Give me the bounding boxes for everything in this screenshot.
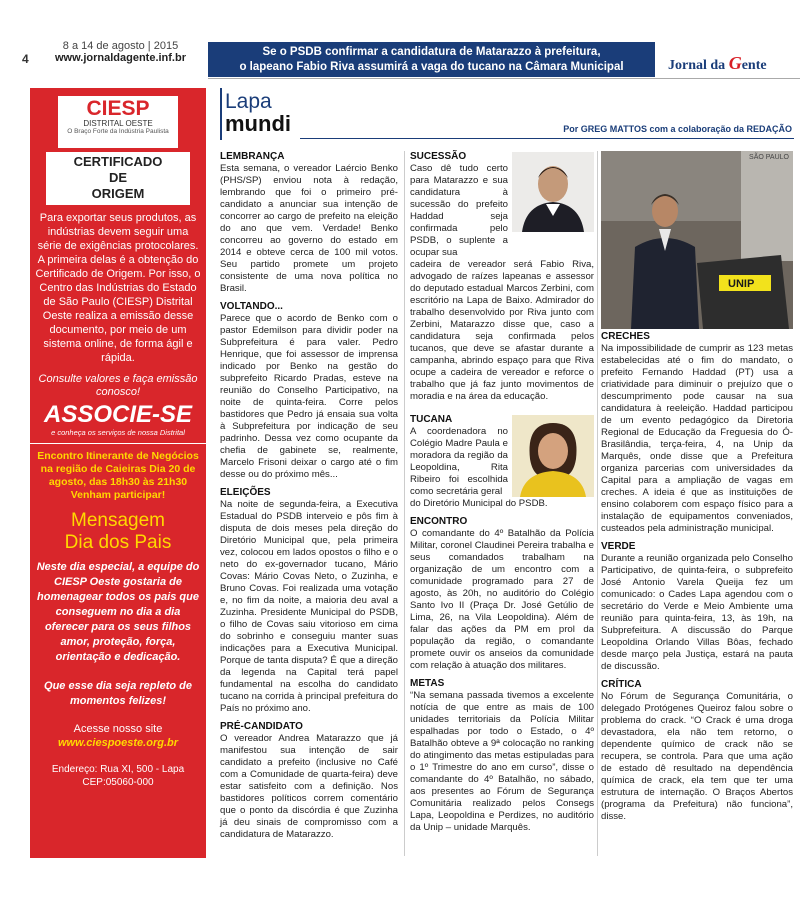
headline-line-2: o lapeano Fabio Riva assumirá a vaga do tucano na Câmara Municipal (239, 61, 624, 73)
ciesp-logo-sub: DISTRITAL OESTE (83, 119, 153, 128)
text-creches: Na impossibilidade de cumprir as 123 metas estabelecidas até o fim do mandato, o prefeito Fernando Haddad (PT) usa a criatividade para diminuir o prejuízo que o descumprimento pode causar na sua candidatura à reeleição. Haddad participou de um evento pedagógico da Diretoria Regional de Educação da Freguesia do Ó-Brasilândia, terça-feira, 4, na Unip da Marquês, onde disse que a Prefeitura organiza parcerias com universidades da Capital para a ampliação de vagas em creches. A ideia é que as instituições de ensino colaborem com espaço físico para a instalação de equipamentos conveniados, custeados pela administração municipal. (601, 343, 793, 534)
logo-text-g: G (728, 53, 742, 73)
heading-lembranca: LEMBRANÇA (220, 151, 285, 162)
logo-text-post: ente (741, 58, 767, 73)
byline: Por GREG MATTOS com a colaboração da REDAÇÃO (563, 124, 792, 134)
heading-eleicoes: ELEIÇÕES (220, 487, 271, 498)
column-divider-1 (404, 151, 405, 856)
text-tucana-b: do Diretório Municipal do PSDB. (410, 498, 548, 509)
heading-voltando: VOLTANDO... (220, 301, 283, 312)
certificate-line-3: ORIGEM (91, 186, 145, 201)
logo-text-pre: Jornal da (668, 58, 729, 73)
photo-podium-label: UNIP (728, 278, 755, 290)
text-critica: No Fórum de Segurança Comunitária, o delegado Protógenes Queiroz falou sobre o problema do crack. “O Crack é uma droga devastadora, ela não tem retorno, o dependente químico de crack não se recupera, se controla. Para que uma ação de estado dê resultado na dependência química de crack, ela tem que ter uma estrutura de internação. O Braços Abertos (programa da Prefeitura) não funciona”, disse. (601, 691, 793, 822)
byline-divider (300, 138, 794, 139)
ad-mensagem-body: Neste dia especial, a equipe do CIESP Oeste gostaria de homenagear todos os pais que conseguem no dia a dia oferecer para os seus filhos amor, proteção, força, orientação e dedicação. (36, 561, 200, 663)
ciesp-logo-text: CIESP (86, 97, 150, 120)
section-accent-bar (220, 88, 222, 140)
certificate-line-1: CERTIFICADO (73, 154, 163, 169)
text-sucessao-b: cadeira de vereador será Fabio Riva, advogado de raízes lapeanas e assessor do deputado estadual Marcos Zerbini, com escritório na Lapa de Baixo. Admirador do trabalho desenvolvido por Riva junto com Zerbini, Matarazzo disse que, caso a candidatura seja confirmada pelos tucanos, que deve se afastar durante a campanha, abrindo espaço para que Riva ocupe a cadeira de vereador e reforce o trabalho que já faz junto movimentos de moradia e na área da educação. (410, 259, 594, 402)
ciesp-logo-tag: O Braço Forte da Indústria Paulista (67, 128, 169, 135)
ciesp-logo (58, 96, 178, 148)
ad-consulte: Consulte valores e faça emissão conosco! (38, 373, 198, 398)
column-3 (601, 331, 793, 823)
page-header (0, 0, 800, 80)
text-lembranca: Esta semana, o vereador Laércio Benko (PHS/SP) enviou nota à redação, lembrando que foi o primeiro pré-candidato a anunciar sua intenção de concorrer ao cargo de prefeito na eleição do ano que vem. Verdade! Benko concorreu ao governo do estado em 2014 e obteve cerca de 100 mil votos. Seu partido promete um projeto consistente de uma nova política no Brasil. (220, 163, 398, 294)
ad-mensagem-line-1: Mensagem (71, 510, 165, 531)
ad-feliz: Que esse dia seja repleto de momentos felizes! (44, 680, 192, 707)
text-tucana-a: A coordenadora no Colégio Madre Paula e moradora da região da Leopoldina, Rita Ribeiro foi escolhida como secretária geral (410, 426, 508, 497)
heading-metas: METAS (410, 678, 445, 689)
column-1 (220, 151, 398, 841)
column-2 (410, 151, 594, 834)
header-divider (208, 78, 800, 79)
ad-endereco: Endereço: Rua XI, 500 - Lapa (51, 764, 185, 775)
issue-date: 8 a 14 de agosto | 2015 (62, 40, 179, 52)
text-voltando: Parece que o acordo de Benko com o pastor Edemilson para dividir poder na Subprefeitura é para valer. Pedro Henrique, que foi assessor de imprensa indicado por Benko na gestão do subprefeito Ricardo Pradas, esteve na reunião do Conselho Participativo, na noite de quinta-feira. Corre pelos bastidores que Pedro já ensaia sua volta à Subprefeitura por indicação de seu padrinho. Dessa vez como ocupante da chefia de gabinete se, realmente, Marcelo Frisoni deixar o cargo até o fim desse ou do próximo mês... (220, 313, 398, 480)
text-sucessao-a: Caso dê tudo certo para Matarazzo e sua candidatura à sucessão do prefeito Haddad seja confirmada pelo PSDB, o suplente a ocupar sua (410, 163, 508, 258)
heading-sucessao: SUCESSÃO (410, 151, 467, 162)
ciesp-advertisement (30, 88, 206, 858)
ad-site-link[interactable]: www.ciespoeste.org.br (57, 737, 178, 749)
text-pre-candidato: O vereador Andrea Matarazzo que já manifestou sua intenção de sair candidato a prefeito (inclusive no Café com a Comunidade de quarta-feira) deve estar satisfeito com a definição. Nos bastidores políticos correm comentário que o ponto da discórdia é que Zuzinha já deu sinais de compromisso com a candidatura de Matarazzo. (220, 733, 398, 840)
text-metas: “Na semana passada tivemos a excelente notícia de que entre as mais de 100 unidades territoriais da Polícia Militar espalhadas por todo o Estado, o 4º Batalhão obteve a 9ª colocação no ranking do atingimento das metas estipuladas para o 1º Trimestre do ano em curso”, disse o comandante do 4º Batalhão, no sábado, aos presentes ao Fórum de Segurança Comunitária realizado pelos Consegs Lapa, Leopoldina e Perdizes, no auditório da Unip – unidade Marquês. (410, 690, 594, 833)
ad-encontro: Encontro Itinerante de Negócios na região de Caieiras Dia 20 de agosto, das 18h30 às 21h30 Venham participar! (37, 450, 199, 501)
newspaper-logo (668, 53, 767, 74)
ad-cep: CEP:05060-000 (82, 777, 154, 788)
site-url[interactable]: www.jornaldagente.inf.br (55, 52, 186, 64)
heading-creches: CRECHES (601, 331, 650, 342)
photo-backdrop-caption: SÃO PAULO (749, 154, 789, 161)
text-eleicoes: Na noite de segunda-feira, a Executiva Estadual do PSDB interveio e pôs fim à disputa de dois meses pela direção do Diretório Municipal que, pela primeira vez, colocou em lados opostos o filho e o neto do ex-governador tucano, Mário Covas: Mário Covas Neto, o Zuzinha, e Bruno Covas. Foi realizada uma votação e, no fim da noite, a maioria deu aval a Zuzinha. Presidente Municipal do PSDB, o filho de Covas saiu vitorioso em cima do sobrinho e conseguiu manter suas indicações para a Executiva Municipal. Porque de tanta disputa? É que a direção da legenda na Capital terá papel fundamental na escolha do candidato tucano na corrida à principal prefeitura do País no próximo ano. (220, 499, 398, 714)
heading-critica: CRÍTICA (601, 679, 642, 690)
heading-pre-candidato: PRÉ-CANDIDATO (220, 721, 303, 732)
issue-meta (38, 40, 203, 64)
photo-haddad-event (601, 151, 793, 329)
text-encontro: O comandante do 4º Batalhão da Polícia Militar, coronel Claudinei Pereira trabalha e seus comandados trabalham na organização de um encontro com a comunidade programado para 27 de agosto, às 20h, no auditório do Colégio Santo Ivo II (Praça Dr. José Getúlio de Lima, 26, na Vila Leopoldina). Além de falar das ações da PM em prol da população da região, o comandante promete ouvir os anseios da comunidade com relação à atuação dos militares. (410, 528, 594, 671)
ad-mensagem-line-2: Dia dos Pais (64, 532, 172, 553)
certificate-title (46, 152, 190, 205)
ad-mensagem-title (30, 502, 206, 554)
ad-associe-sub: e conheça os serviços de nossa Distrital (51, 428, 185, 437)
page-number: 4 (22, 52, 29, 66)
ad-body-text: Para exportar seus produtos, as indústrias devem seguir uma série de exigências protocolares. A primeira delas é a obtenção do Certificado de Origem. Por isso, o Centro das Indústrias do Estado de São Paulo (CIESP) Distrital Oeste realiza a emissão desse documento, por meio de um sistema online, de forma ágil e rápida. (35, 212, 201, 364)
text-verde: Durante a reunião organizada pelo Conselho Participativo, de quinta-feira, o subprefeito José Antonio Varela Queija fez um comunicado: o Cades Lapa agendou com o secretário do Verde e Meio Ambiente uma reunião para quinta-feira, 13, às 19h, na Subprefeitura. A discussão do Parque Leopoldina Orlando Villas Bôas, fechado desde março pela Justiça, estará na pauta de discussão. (601, 553, 793, 672)
event-scene-icon (601, 151, 793, 329)
certificate-line-2: DE (108, 170, 128, 185)
headline-line-1: Se o PSDB confirmar a candidatura de Matarazzo à prefeitura, (262, 46, 601, 58)
ad-address (30, 749, 206, 789)
column-divider-2 (597, 151, 598, 856)
heading-tucana: TUCANA (410, 414, 453, 425)
headline-band (208, 42, 655, 77)
heading-encontro: ENCONTRO (410, 516, 468, 527)
section-title-2: mundi (225, 111, 291, 136)
heading-verde: VERDE (601, 541, 636, 552)
ad-acesse: Acesse nosso site (73, 723, 163, 735)
ad-associe-se: ASSOCIE-SE (43, 401, 193, 428)
section-title-1: Lapa (225, 90, 272, 113)
